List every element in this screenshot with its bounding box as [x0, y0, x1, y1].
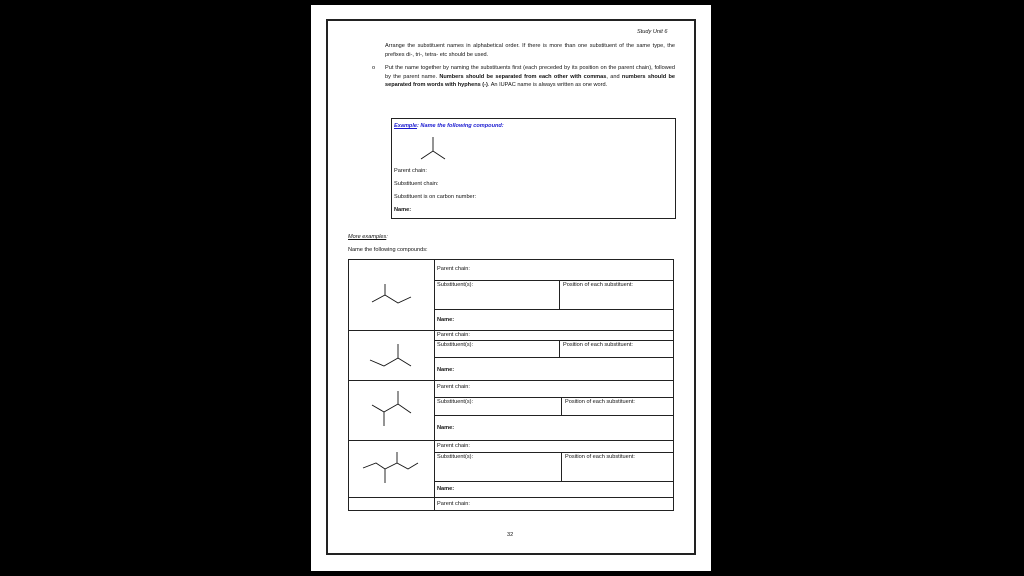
name-label: Name: — [437, 367, 455, 373]
molecule-2 — [370, 344, 411, 366]
name-label: Name: — [437, 486, 455, 492]
bullet: o — [372, 65, 376, 71]
substituents-label: Substituent(s): — [437, 454, 474, 460]
molecule-1 — [372, 284, 411, 303]
position-label: Position of each substituent: — [565, 454, 635, 460]
unit-header: Study Unit 6 — [637, 29, 668, 35]
instruction: Name the following compounds: — [348, 247, 428, 253]
more-title: More examples — [348, 234, 387, 240]
parent-chain-label: Parent chain: — [437, 332, 470, 338]
molecule-4 — [363, 452, 418, 483]
name-label: Name: — [437, 317, 455, 323]
colon: : — [386, 234, 388, 240]
example-carbon: Substituent is on carbon number: — [394, 194, 477, 200]
substituents-label: Substituent(s): — [437, 399, 474, 405]
parent-chain-label: Parent chain: — [437, 384, 470, 390]
parent-chain-label: Parent chain: — [437, 266, 470, 272]
text: Put the name together by naming the substituents first (each preceded by its position on the parent chain), followed by the parent name. — [385, 65, 675, 80]
substituents-label: Substituent(s): — [437, 282, 474, 288]
position-label: Position of each substituent: — [563, 282, 633, 288]
text: , and — [606, 73, 622, 80]
text-bold: numbers should be separated from words with hyphens (-) — [385, 73, 676, 89]
example-label: Example — [394, 123, 418, 129]
page-number: 32 — [507, 532, 514, 538]
position-label: Position of each substituent: — [565, 399, 635, 405]
example-name: Name: — [394, 207, 412, 213]
name-label: Name: — [437, 425, 455, 431]
text-bold: Numbers should be separated from each other with commas — [439, 73, 607, 80]
example-molecule — [421, 137, 445, 159]
position-label: Position of each substituent: — [563, 342, 633, 348]
parent-chain-label: Parent chain: — [437, 443, 470, 449]
parent-chain-label: Parent chain: — [437, 501, 470, 507]
example-substituent: Substituent chain: — [394, 181, 439, 187]
rule-arrange: Arrange the substituent names in alphabetical order. If there is more than one substituent of the same type, the prefixes di-, tri-, tetra- etc should be used. — [385, 43, 675, 58]
substituents-label: Substituent(s): — [437, 342, 474, 348]
text: . An IUPAC name is always written as one word. — [487, 82, 608, 89]
example-parent: Parent chain: — [394, 168, 427, 174]
example-title-text: : Name the following compound: — [417, 123, 504, 129]
molecule-3 — [372, 391, 411, 426]
